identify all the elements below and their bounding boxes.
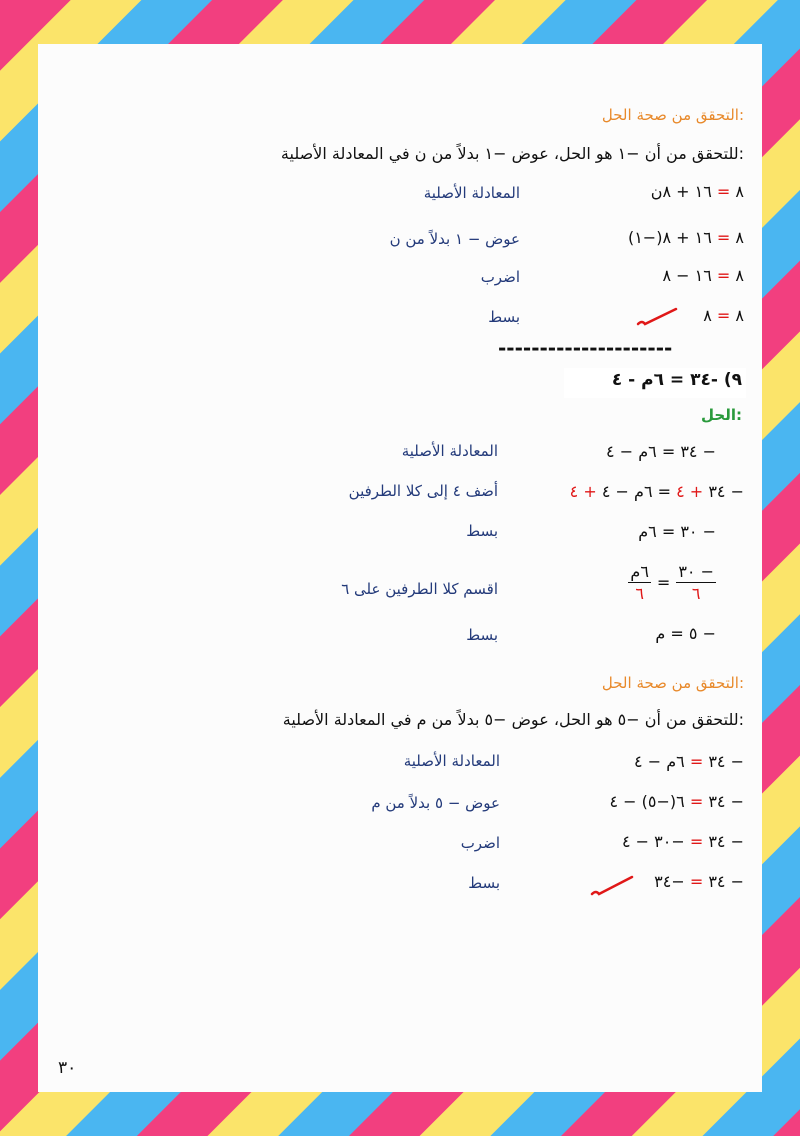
solution-label-4: اقسم كلا الطرفين على ٦ bbox=[341, 580, 498, 598]
page bbox=[38, 44, 762, 1092]
check-intro-1: للتحقق من أن −١ هو الحل، عوض −١ بدلاً من ن في المعادلة الأصلية: bbox=[280, 144, 744, 163]
solution-equation-5: − ٥ = م bbox=[655, 624, 716, 643]
check1-equation-3: ٨ = ١٦ − ٨ bbox=[662, 266, 744, 285]
solution-equation-3: − ٣٠ = ٦م bbox=[638, 522, 716, 541]
solution-title: الحل: bbox=[701, 406, 742, 424]
check1-label-4: بسط bbox=[488, 308, 520, 326]
check2-equation-2: − ٣٤ = ٦(−٥) − ٤ bbox=[609, 792, 744, 811]
solution-label-5: بسط bbox=[466, 626, 498, 644]
check2-equation-4: − ٣٤ = −٣٤ bbox=[654, 872, 744, 891]
fraction-left: $\frac{- ٣٠}{٦}$ bbox=[678, 562, 714, 603]
checkmark-icon bbox=[590, 874, 636, 898]
solution-equation-2: − ٣٤ + ٤ = ٦م − ٤ + ٤ bbox=[569, 482, 744, 501]
check2-label-4: بسط bbox=[468, 874, 500, 892]
check1-label-2: عوض − ١ بدلاً من ن bbox=[389, 230, 520, 248]
check1-equation-4: ٨ = ٨ bbox=[703, 306, 744, 325]
check2-label-3: اضرب bbox=[460, 834, 500, 852]
problem-9: ٩) -٣٤ = ٦م - ٤ bbox=[611, 370, 742, 390]
check1-equation-1: ٨ = ١٦ + ٨ن bbox=[650, 182, 744, 201]
solution-label-3: بسط bbox=[466, 522, 498, 540]
checkmark-icon bbox=[636, 306, 680, 328]
check2-equation-3: − ٣٤ = −٣٠ − ٤ bbox=[621, 832, 744, 851]
fraction-right: $\frac{\text{٦م}}{٦}$ bbox=[630, 562, 649, 603]
check2-label-2: عوض − ٥ بدلاً من م bbox=[371, 794, 500, 812]
separator-line: --------------------- bbox=[498, 336, 673, 360]
check1-label-3: اضرب bbox=[480, 268, 520, 286]
check-intro-2: للتحقق من أن −٥ هو الحل، عوض −٥ بدلاً من م في المعادلة الأصلية: bbox=[282, 710, 744, 729]
solution-label-1: المعادلة الأصلية bbox=[401, 442, 498, 460]
check2-label-1: المعادلة الأصلية bbox=[403, 752, 500, 770]
solution-label-2: أضف ٤ إلى كلا الطرفين bbox=[348, 482, 498, 500]
check-heading-1: التحقق من صحة الحل: bbox=[601, 106, 744, 124]
check2-equation-1: − ٣٤ = ٦م − ٤ bbox=[634, 752, 744, 771]
check1-label-1: المعادلة الأصلية bbox=[423, 184, 520, 202]
page-number: ٣٠ bbox=[58, 1058, 77, 1078]
check-heading-2: التحقق من صحة الحل: bbox=[601, 674, 744, 692]
solution-equation-1: − ٣٤ = ٦م − ٤ bbox=[606, 442, 716, 461]
solution-equation-4: $\frac{- ٣٠}{٦}$ = $\frac{\text{٦م}}{٦}$ bbox=[630, 562, 714, 603]
check1-equation-2: ٨ = ١٦ + ٨(−١) bbox=[627, 228, 744, 247]
